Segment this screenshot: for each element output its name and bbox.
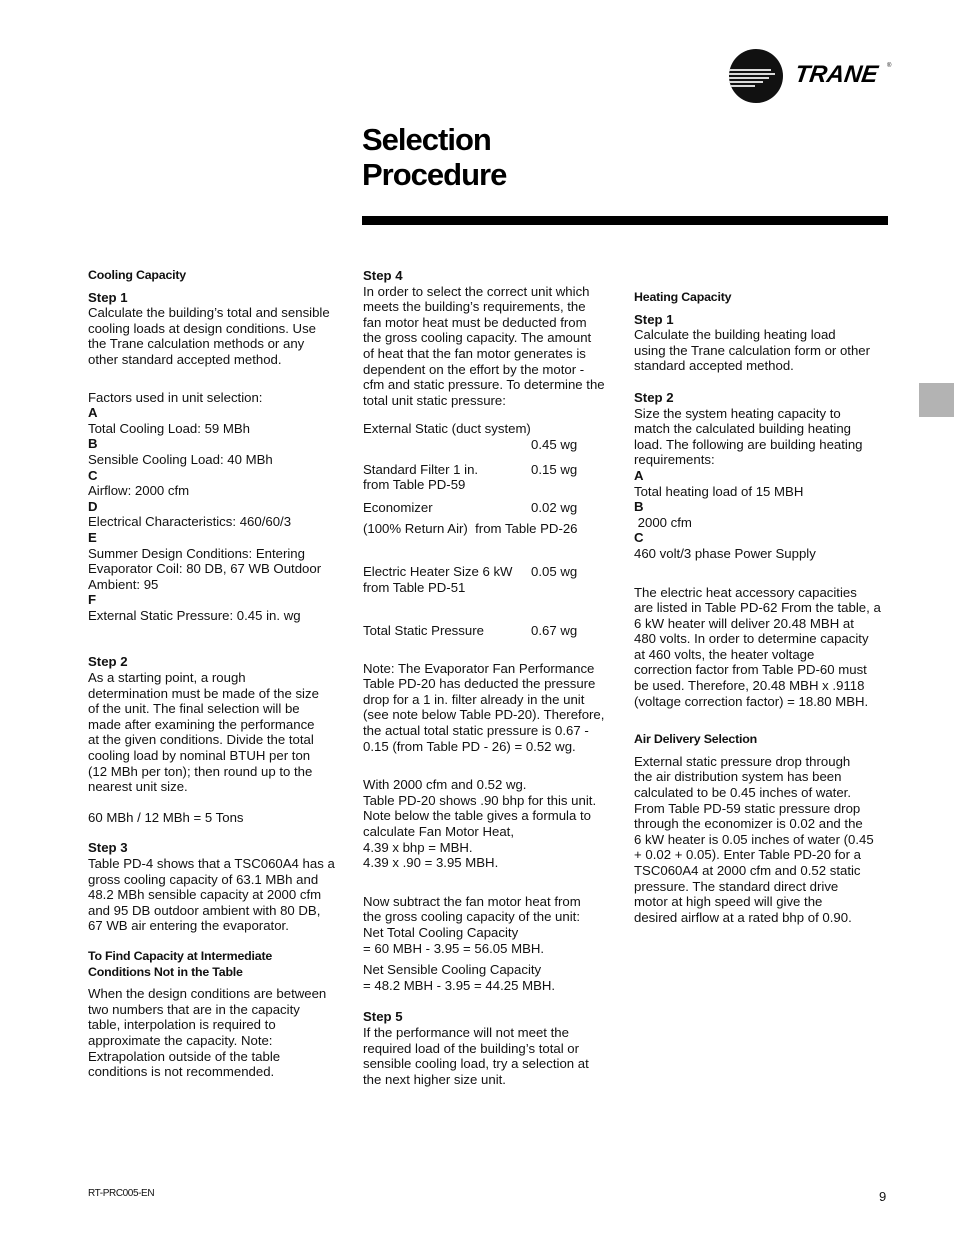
logo-wordmark: TRANE [793,61,880,88]
pressure-row: Economizer 0.02 wg [363,499,578,515]
step-label: Step 4 [363,268,403,283]
trane-logo [729,49,899,105]
heading-intermediate: To Find Capacity at Intermediate [88,948,273,963]
pressure-row: Electric Heater Size 6 kW 0.05 wg [363,563,578,579]
heading-air-delivery: Air Delivery Selection [634,732,758,747]
column-cooling: Cooling Capacity Step 1 Calculate the building’s total and sensible cooling loads at design conditions. Use the Trane calculation methods or any other standard accepted method. Factors used in unit selection: A Total Cooling Load: 59 MBh B Sensible Cooling Load: 40 MBh C Airflow: 2000 cfm D Electrical Characteristics: 460/60/3 E Summer Design Conditions: Entering Evaporator Coil: 80 DB, 67 WB Outdoor Ambient: 95 F External Static Pressure: 0.45 in. wg Step 2 As a starting point, a rough determination must be made of the size of the unit. The final selection will be made after examining the performance at the given conditions. Divide the total cooling load by nominal BTUH per ton (12 MBh per ton); then round up to the nearest unit size. 60 MBh / 12 MBh = 5 Tons Step 3 Table PD-4 shows that a TSC060A4 has a gross cooling capacity of 63.1 MBh and 48.2 MBh sensible capacity at 2000 cfm and 95 DB outdoor ambient with 80 DB, 67 WB air entering the evaporator. To Find Capacity at Intermediate Conditions Not in the Table When the design conditions are between two numbers that are in the capacity table, interpolation is required to approximate the capacity. Note: Extrapolation outside of the table conditions is not recommended. [88,268,350,1080]
heading-heating-capacity: Heating Capacity [634,290,732,304]
column-step4: Step 4 In order to select the correct unit which meets the building’s requirements, the fan motor heat must be deducted from the gross cooling capacity. The amount of heat that the fan motor generates is dependent on the effort by the motor - cfm and static pressure. To determine the total unit static pressure: External Static (duct system) 0.45 wg Standard Filter 1 in. 0.15 wg from Table PD-59 Economizer 0.02 wg (100% Return Air) from Table PD-26 Electric Heater Size 6 kW 0.05 wg from Table PD-51 Total Static Pressure 0.67 wg Note: The Evaporator Fan Performance Table PD-20 has deducted the pressure drop for a 1 in. filter already in the unit (see note below Table PD-20). Therefore, the actual total static pressure is 0.67 - 0.15 (from Table PD - 26) = 0.52 wg. With 2000 cfm and 0.52 wg. Table PD-20 shows .90 bhp for this unit. Note below the table gives a formula to calculate Fan Motor Heat, 4.39 x bhp = MBH. 4.39 x .90 = 3.95 MBH. Now subtract the fan motor heat from the gross cooling capacity of the unit: Net Total Cooling Capacity = 60 MBH - 3.95 = 56.05 MBH. Net Sensible Cooling Capacity = 48.2 MBH - 3.95 = 44.25 MBH. Step 5 If the performance will not meet the required load of the building’s total or sensible cooling load, try a selection at the next higher size unit. [363,268,625,1087]
document-id: RT-PRC005-EN [88,1188,155,1199]
pressure-row-value: 0.45 wg [531,436,578,452]
pressure-row-total: Total Static Pressure 0.67 wg [363,623,578,639]
step-label: Step 2 [88,654,128,670]
trane-circle-icon [729,49,783,103]
pressure-row: Standard Filter 1 in. 0.15 wg [363,461,578,477]
step-label: Step 1 [88,289,128,305]
pressure-table: External Static (duct system) 0.45 wg Standard Filter 1 in. 0.15 wg from Table PD-59 Economizer 0.02 wg (100% Return Air) from Table PD-26 Electric Heater Size 6 kW 0.05 wg from Table PD-51 Total Static Pressure 0.67 wg [363,421,625,638]
page-title: Selection Procedure [362,122,507,192]
step-label: Step 3 [88,840,128,856]
heading-cooling-capacity: Cooling Capacity [88,268,187,282]
column-heating: Heating Capacity Step 1 Calculate the building heating load using the Trane calculation form or other standard accepted method. Step 2 Size the system heating capacity to match the calculated building heating load. The following are building heating requirements: A Total heating load of 15 MBH B 2000 cfm C 460 volt/3 phase Power Supply The electric heat accessory capacities are listed in Table PD-62 From the table, a 6 kW heater will deliver 20.48 MBH at 480 volts. In order to determine capacity at 460 volts, the heater voltage correction factor from Table PD-60 must be used. Therefore, 20.48 MBH x .9118 (voltage correction factor) = 18.80 MBH. Air Delivery Selection External static pressure drop through the air distribution system has been calculated to be 0.45 inches of water. From Table PD-59 static pressure drop through the economizer is 0.02 and the 6 kW heater is 0.05 inches of water (0.45 + 0.02 + 0.05). Enter Table PD-20 for a TSC060A4 at 2000 cfm and 0.52 static pressure. The standard direct drive motor at high speed will give the desired airflow at a rated bhp of 0.90. [634,290,896,925]
title-rule [362,216,888,225]
step-label: Step 1 [634,311,674,327]
step-label: Step 5 [363,1009,403,1025]
page-number: 9 [879,1189,887,1204]
step-label: Step 2 [634,389,674,405]
registered-mark: ® [887,63,892,69]
note: Note: The Evaporator Fan Performance [363,660,595,676]
factors-intro: Factors used in unit selection: [88,389,263,405]
section-tab-marker [919,383,954,417]
pressure-row-label: External Static (duct system) [363,421,531,437]
tonnage-formula: 60 MBh / 12 MBh = 5 Tons [88,809,244,825]
